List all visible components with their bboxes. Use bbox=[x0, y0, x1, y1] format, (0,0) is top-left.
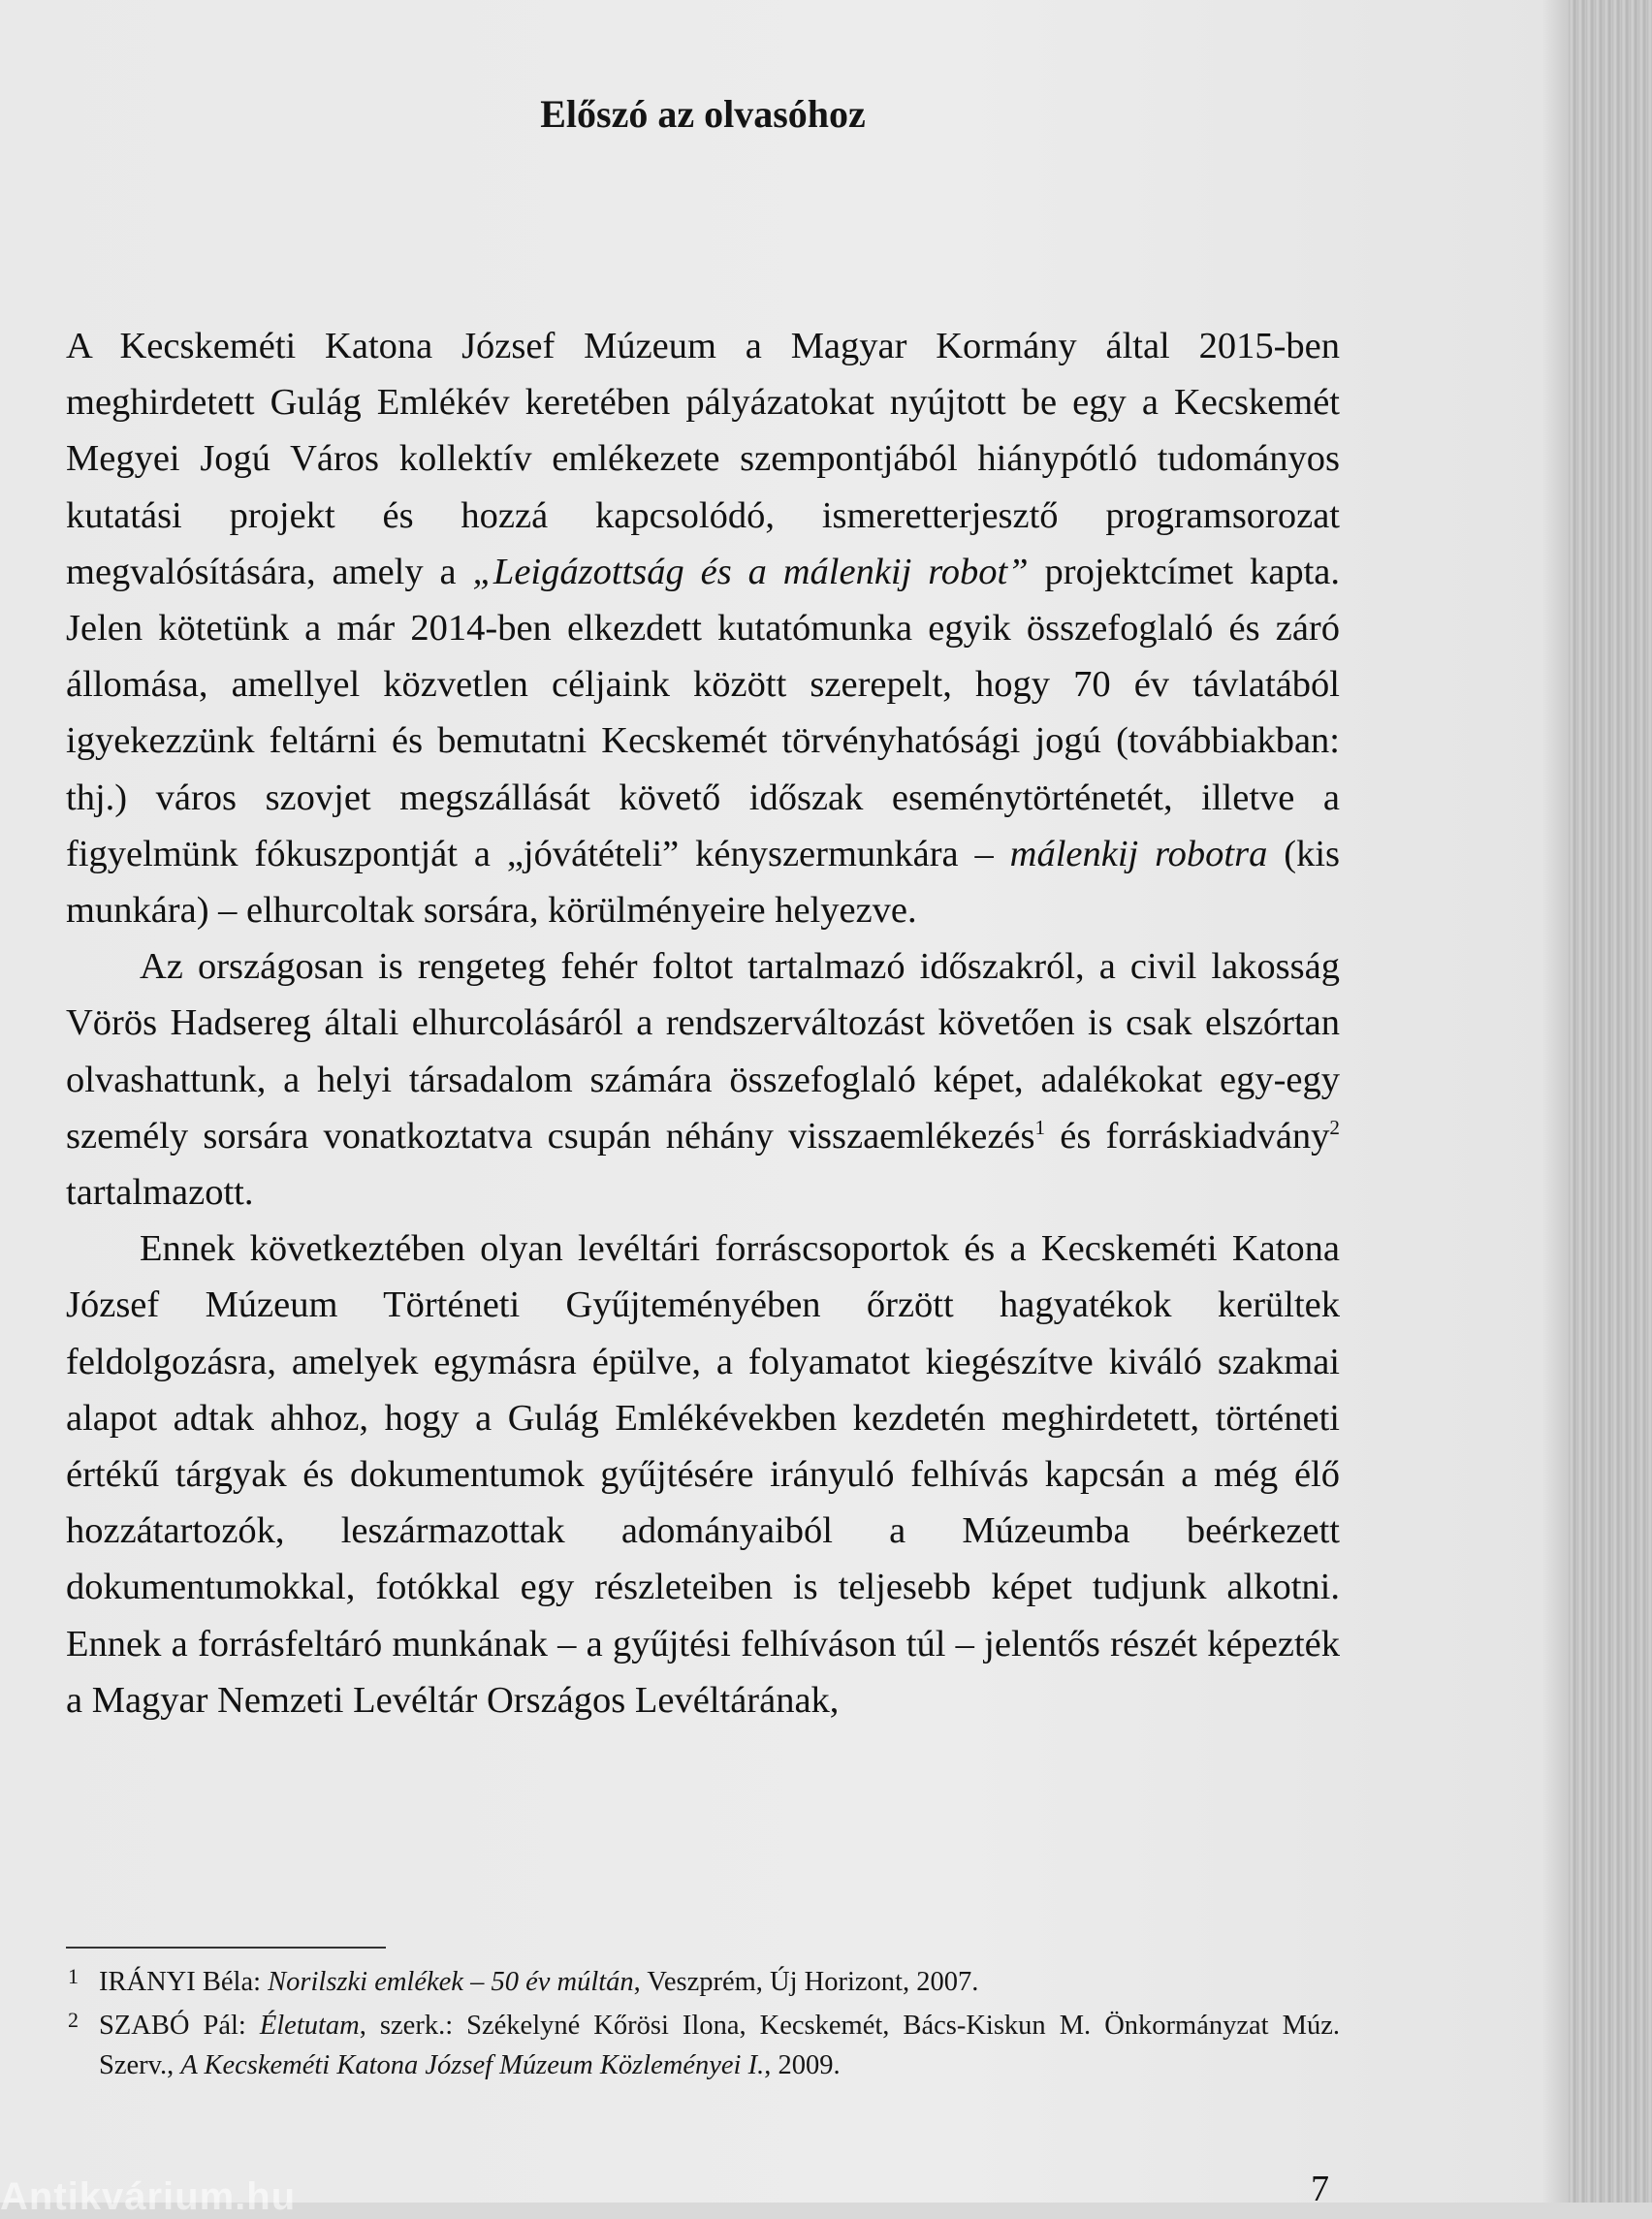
paragraph-3-text: Ennek következtében olyan levéltári forráscsoportok és a Kecskeméti Katona József Múzeum Történeti Gyűjteményében őrzött hagyatékok kerültek feldolgozásra, amelyek egymásra épülve, a folyamatot kiegészítve kiváló szakmai alapot adtak ahhoz, hogy a Gulág Emlékévekben kezdetén meghirdetett, történeti értékű tárgyak és dokumentumok gyűjtésére irányuló felhívás kapcsán a még élő hozzátartozók, leszármazottak adományaiból a Múzeumba beérkezett dokumentumokkal, fotókkal egy részleteiben is teljesebb képet tudjunk alkotni. Ennek a forrásfeltáró munkának – a gyűjtési felhíváson túl – jelentős részét képezték a Magyar Nemzeti Levéltár Országos Levéltárának, bbox=[66, 1228, 1340, 1721]
footnote-1 bbox=[66, 1962, 1340, 2002]
paragraph-1-text-c: (kis munkára) – elhurcoltak sorsára, körülményeire helyezve. bbox=[66, 833, 1341, 932]
paragraph-1 bbox=[66, 318, 1340, 938]
page-title: Előszó az olvasóhoz bbox=[540, 92, 866, 136]
footnote-ref-2: 2 bbox=[1329, 1116, 1340, 1140]
body-text bbox=[66, 318, 1340, 1728]
footnote-number: 2 bbox=[68, 2008, 79, 2032]
project-title: „Leigázottság és a málenkij robot” bbox=[472, 551, 1029, 592]
footnote-2 bbox=[66, 2006, 1340, 2085]
paragraph-1-text-b: projektcímet kapta. Jelen kötetünk a már 2014-ben elkezdett kutatómunka egyik összefoglaló és záró állomása, amellyel közvetlen céljaink között szerepelt, hogy 70 év távlatából igyekezzünk feltárni és bemutatni Kecskemét törvényhatósági jogú (továbbiakban: thj.) város szovjet megszállását követő időszak eseménytörténetét, illetve a figyelmünk fókuszpontját a „jóvátételi” kényszermunkára – bbox=[66, 551, 1340, 874]
page-gutter-shadow bbox=[1541, 0, 1571, 2203]
footnote-series: A Kecskeméti Katona József Múzeum Közleményei I. bbox=[180, 2050, 765, 2080]
page-number: 7 bbox=[1311, 2169, 1329, 2209]
footnote-title: Norilszki emlékek – 50 év múltán bbox=[268, 1967, 634, 1997]
paragraph-2-text-b: és forráskiadvány bbox=[1045, 1115, 1330, 1157]
footnote-author: IRÁNYI Béla: bbox=[99, 1967, 269, 1997]
footnote-divider bbox=[66, 1947, 386, 1949]
malenkij-robot-term: málenkij robotra bbox=[1009, 833, 1268, 874]
page-stack-edge bbox=[1569, 0, 1652, 2203]
footnote-publication: , Veszprém, Új Horizont, 2007. bbox=[633, 1967, 979, 1997]
footnotes bbox=[66, 1962, 1340, 2089]
footnote-number: 1 bbox=[68, 1964, 79, 1988]
watermark: Antikvárium.hu bbox=[0, 2175, 297, 2218]
footnote-ref-1: 1 bbox=[1034, 1116, 1046, 1140]
paragraph-1-text-a: A Kecskeméti Katona József Múzeum a Magyar Kormány által 2015-ben meghirdetett Gulág Emlékév keretében pályázatokat nyújtott be egy a Kecskemét Megyei Jogú Város kollektív emlékezete szempontjából hiánypótló tudományos kutatási projekt és hozzá kapcsolódó, ismeretterjesztő programsorozat megvalósítására, amely a bbox=[66, 326, 1340, 592]
paragraph-2 bbox=[66, 938, 1340, 1220]
footnote-editor: , szerk.: Székelyné Kőrösi Ilona, Kecskemét, Bács-Kiskun M. Önkormányzat Múz. Szerv., bbox=[99, 2011, 1340, 2080]
footnote-author: SZABÓ Pál: bbox=[99, 2011, 260, 2041]
footnote-publication: , 2009. bbox=[764, 2050, 841, 2080]
footnote-title: Életutam bbox=[259, 2011, 360, 2041]
paragraph-2-text-c: tartalmazott. bbox=[66, 1172, 254, 1214]
paragraph-2-text-a: Az országosan is rengeteg fehér foltot tartalmazó időszakról, a civil lakosság Vörös Hadsereg általi elhurcolásáról a rendszerváltozást követően is csak elszórtan olvashattunk, a helyi társadalom számára összefoglaló képet, adalékokat egy-egy személy sorsára vonatkoztatva csupán néhány visszaemlékezés bbox=[66, 946, 1340, 1157]
paragraph-3 bbox=[66, 1220, 1340, 1728]
